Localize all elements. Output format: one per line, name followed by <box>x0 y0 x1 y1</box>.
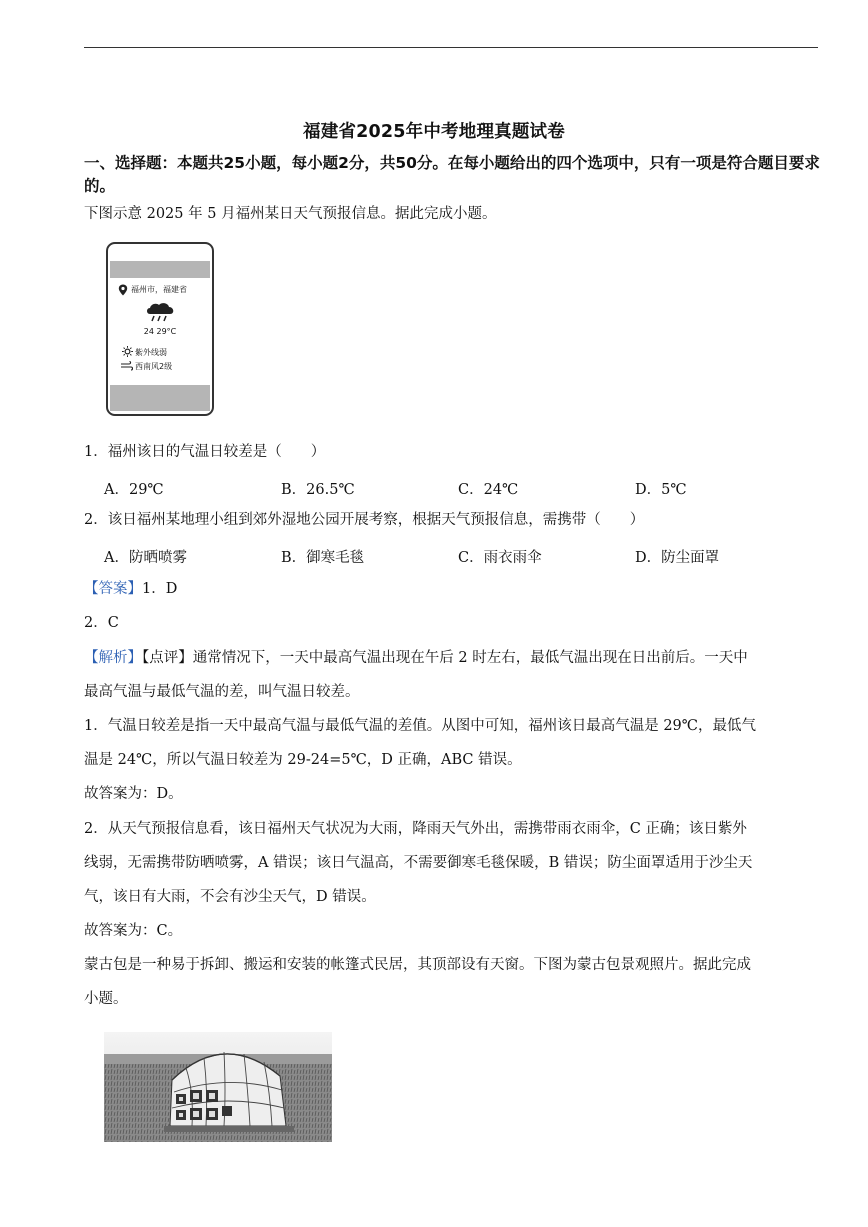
question-1-stem: 1．福州该日的气温日较差是（ ） <box>84 444 326 460</box>
q1-option-b: B．26.5℃ <box>281 482 355 498</box>
explanation-1-final: 故答案为：D。 <box>84 786 183 802</box>
header-rule <box>84 47 818 48</box>
explanation-1-line-1: 1．气温日较差是指一天中最高气温与最低气温的差值。从图中可知，福州该日最高气温是 29℃，最低气 <box>84 718 757 734</box>
q2-option-d: D．防尘面罩 <box>635 550 720 566</box>
phone-weather-figure <box>106 242 214 416</box>
location-pin-icon <box>118 284 128 296</box>
analysis-text: 【点评】通常情况下，一天中最高气温出现在午后 2 时左右，最低气温出现在日出前后。一天中 <box>142 650 748 666</box>
phone-status-bar <box>110 261 210 278</box>
heavy-rain-cloud-icon <box>144 302 176 324</box>
wind-label: 西南风2级 <box>135 362 173 371</box>
q1-option-c: C．24℃ <box>458 482 519 498</box>
explanation-2-line-1: 2．从天气预报信息看，该日福州天气状况为大雨，降雨天气外出，需携带雨衣雨伞，C 正确；该日紫外 <box>84 821 747 837</box>
explanation-2-final: 故答案为：C。 <box>84 923 183 939</box>
section-heading: 一、选择题：本题共25小题，每小题2分，共50分。在每小题给出的四个选项中，只有一项是符合题目要求的。 <box>84 154 820 195</box>
uv-label: 紫外线弱 <box>135 348 167 357</box>
explanation-2-line-2: 线弱，无需携带防晒喷雾，A 错误；该日气温高，不需要御寒毛毯保暖，B 错误；防尘面罩适用于沙尘天 <box>84 855 753 871</box>
explanation-1-line-2: 温是 24℃，所以气温日较差为 29-24=5℃，D 正确，ABC 错误。 <box>84 752 522 768</box>
question-2-stem: 2．该日福州某地理小组到郊外湿地公园开展考察，根据天气预报信息，需携带（ ） <box>84 512 645 528</box>
q2-option-b: B．御寒毛毯 <box>281 550 365 566</box>
answer-2: 2．C <box>84 615 119 631</box>
sun-icon <box>122 346 133 357</box>
page-title: 福建省2025年中考地理真题试卷 <box>303 122 565 142</box>
q2-option-a: A．防晒喷雾 <box>104 550 187 566</box>
yurt-photo <box>104 1032 332 1142</box>
analysis-tag: 【解析】 <box>84 650 142 666</box>
intro-2-line-1: 蒙古包是一种易于拆卸、搬运和安装的帐篷式民居，其顶部设有天窗。下图为蒙古包景观照片。据此完成 <box>84 957 751 973</box>
phone-bottom-bar <box>110 385 210 411</box>
answer-line <box>84 572 826 606</box>
location-label: 福州市，福建省 <box>131 285 187 294</box>
intro-text: 下图示意 2025 年 5 月福州某日天气预报信息。据此完成小题。 <box>84 206 497 222</box>
temperature-range: 24 29°C <box>143 327 177 336</box>
answer-tag: 【答案】 <box>84 581 142 597</box>
intro-2-line-2: 小题。 <box>84 991 128 1007</box>
q2-option-c: C．雨衣雨伞 <box>458 550 542 566</box>
explanation-2-line-3: 气，该日有大雨，不会有沙尘天气，D 错误。 <box>84 889 376 905</box>
q1-option-a: A．29℃ <box>104 482 164 498</box>
answer-1: 1．D <box>142 581 178 597</box>
wind-icon <box>121 361 133 371</box>
analysis-line-1 <box>84 641 826 675</box>
analysis-line-2: 最高气温与最低气温的差，叫气温日较差。 <box>84 684 360 700</box>
q1-option-d: D．5℃ <box>635 482 687 498</box>
